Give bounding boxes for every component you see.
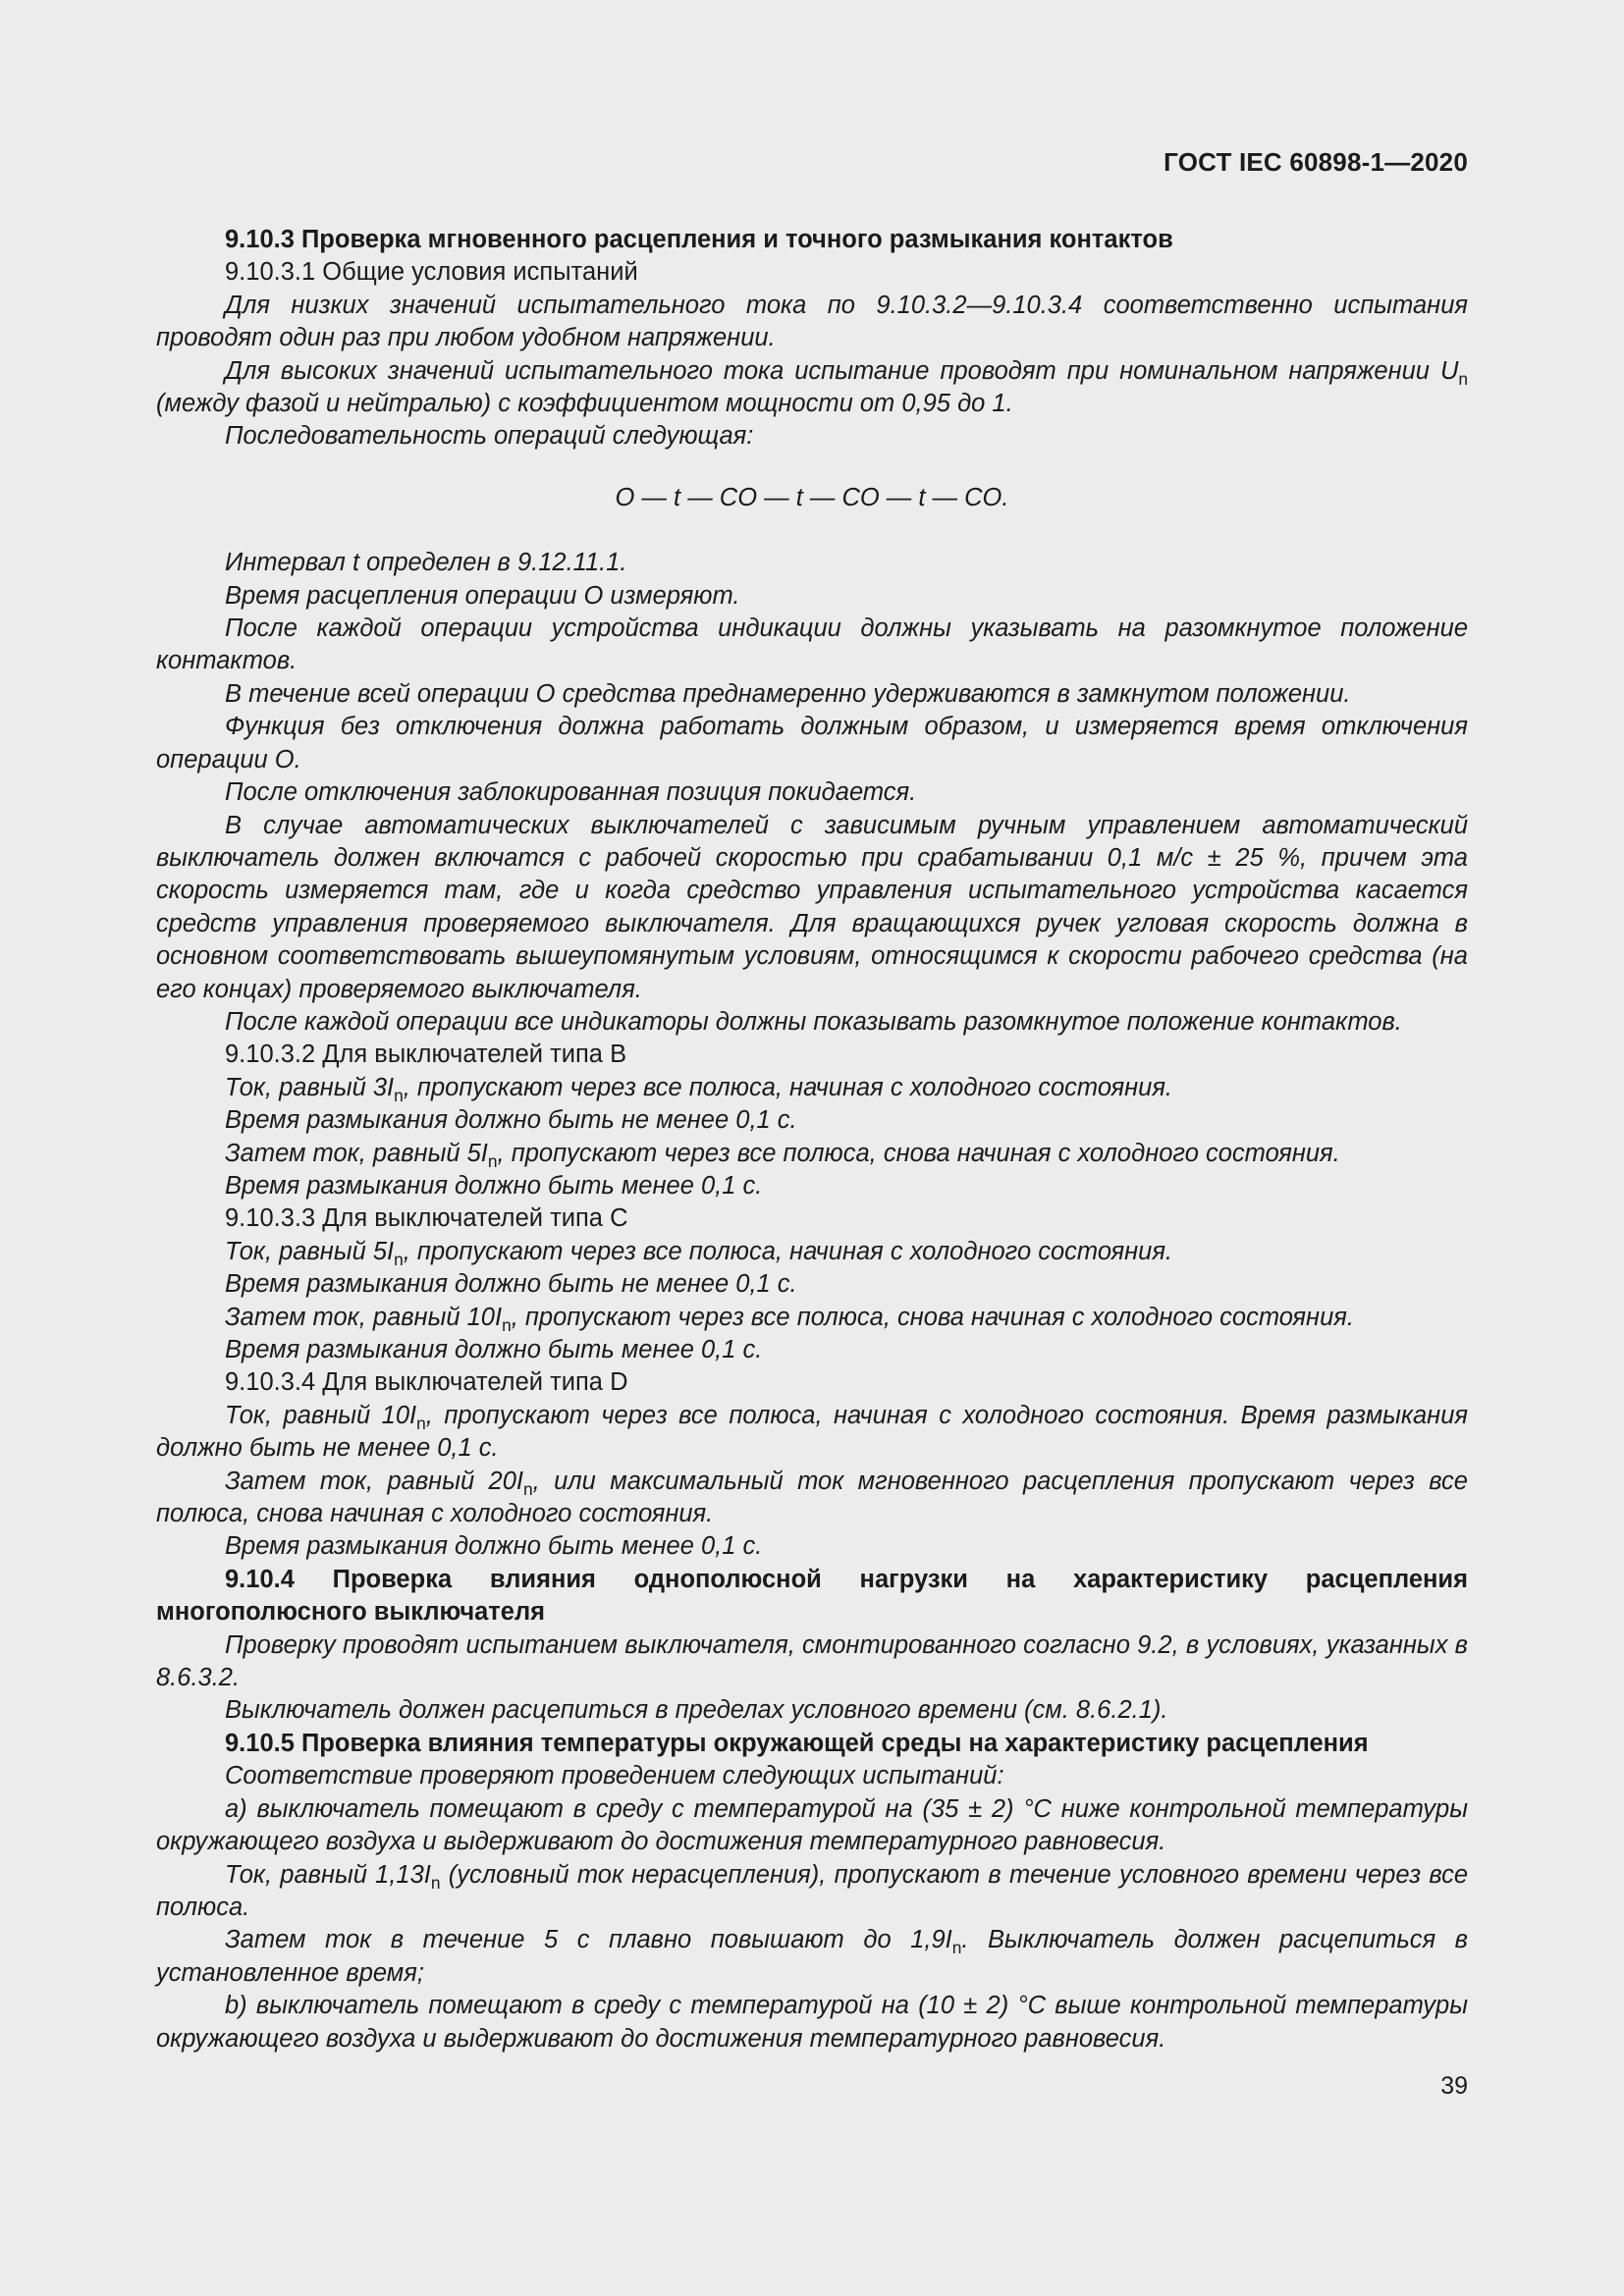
paragraph: Затем ток в течение 5 с плавно повышают до $1,9I_n$. Выключатель должен расцепиться в установленное время; <box>156 1926 1468 1987</box>
paragraph: Время размыкания должно быть менее 0,1 с. <box>225 1532 763 1561</box>
paragraph: В течение всей операции O средства преднамеренно удерживаются в замкнутом положении. <box>225 679 1351 708</box>
paragraph: После каждой операции устройства индикации должны указывать на разомкнутое положение контактов. <box>156 614 1468 675</box>
subsection-heading-9-10-3-3: 9.10.3.3 Для выключателей типа C <box>225 1204 628 1233</box>
paragraph: Проверку проводят испытанием выключателя, смонтированного согласно 9.2, в условиях, указанных в 8.6.3.2. <box>156 1630 1468 1692</box>
page-content <box>156 224 1468 2056</box>
paragraph: Время размыкания должно быть менее 0,1 с. <box>225 1171 763 1200</box>
paragraph: b) выключатель помещают в среду с температурой на (10 ± 2) °C выше контрольной температуры окружающего воздуха и выдерживают до достижения температурного равновесия. <box>156 1992 1468 2053</box>
page-number: 39 <box>1440 2072 1468 2100</box>
subsection-heading-9-10-3-2: 9.10.3.2 Для выключателей типа B <box>225 1041 627 1069</box>
paragraph: Время размыкания должно быть менее 0,1 с. <box>225 1336 763 1363</box>
paragraph: Для высоких значений испытательного тока испытание проводят при номинальном напряжении $U_n$ (между фазой и нейтралью) с коэффициентом мощности от 0,95 до 1. <box>156 356 1468 418</box>
paragraph: Выключатель должен расцепиться в пределах условного времени (см. 8.6.2.1). <box>225 1696 1168 1725</box>
paragraph: Функция без отключения должна работать должным образом, и измеряется время отключения операции O. <box>156 713 1468 774</box>
paragraph: После каждой операции все индикаторы должны показывать разомкнутое положение контактов. <box>225 1007 1402 1036</box>
paragraph: Время размыкания должно быть не менее 0,1 с. <box>225 1106 797 1135</box>
paragraph: Затем ток, равный $20I_n$, или максимальный ток мгновенного расцепления пропускают через все полюса, снова начиная с холодного состояния. <box>156 1467 1468 1528</box>
standard-header: ГОСТ IEC 60898-1—2020 <box>1164 147 1468 177</box>
paragraph: Ток, равный $5I_n$, пропускают через все полюса, начиная с холодного состояния. <box>225 1237 1173 1269</box>
paragraph: Время размыкания должно быть не менее 0,1 с. <box>225 1270 797 1299</box>
paragraph: Интервал t определен в 9.12.11.1. <box>225 549 627 577</box>
section-heading-9-10-4: 9.10.4 Проверка влияния однополюсной нагрузки на характеристику расцепления многополюсного выключателя <box>156 1565 1468 1627</box>
paragraph: После отключения заблокированная позиция покидается. <box>225 778 917 807</box>
paragraph: Затем ток, равный $5I_n$, пропускают через все полюса, снова начиная с холодного состояния. <box>225 1139 1340 1171</box>
paragraph: Затем ток, равный $10I_n$, пропускают через все полюса, снова начиная с холодного состояния. <box>225 1303 1354 1335</box>
paragraph: Соответствие проверяют проведением следующих испытаний: <box>225 1762 1004 1790</box>
paragraph: В случае автоматических выключателей с зависимым ручным управлением автоматический выключатель должен включатся с рабочей скоростью при срабатывании 0,1 м/с ± 25 %, причем эта скорость измеряется там, где и когда средство управления испытательного устройства касается средств управления проверяемого выключателя. Для вращающихся ручек угловая скорость должна в основном соответствовать вышеупомянутым условиям, относящимся к скорости рабочего средства (на его концах) проверяемого выключателя. <box>156 811 1468 1003</box>
subsection-heading-9-10-3-1: 9.10.3.1 Общие условия испытаний <box>225 258 638 287</box>
section-heading-9-10-3: 9.10.3 Проверка мгновенного расцепления и точного размыкания контактов <box>225 226 1173 253</box>
paragraph: Последовательность операций следующая: <box>225 422 754 451</box>
paragraph: Ток, равный $3I_n$, пропускают через все полюса, начиная с холодного состояния. <box>225 1073 1173 1105</box>
operation-sequence-formula: O — t — CO — t — CO — t — CO. <box>615 483 1009 511</box>
paragraph: Для низких значений испытательного тока по 9.10.3.2—9.10.3.4 соответственно испытания проводят один раз при любом удобном напряжении. <box>156 291 1468 352</box>
paragraph: Время расцепления операции O измеряют. <box>225 581 740 610</box>
section-heading-9-10-5: 9.10.5 Проверка влияния температуры окружающей среды на характеристику расцепления <box>225 1729 1369 1757</box>
paragraph: Ток, равный $1,13I_n$ (условный ток нерасцепления), пропускают в течение условного времени через все полюса. <box>156 1860 1468 1921</box>
paragraph: Ток, равный $10I_n$, пропускают через все полюса, начиная с холодного состояния. Время размыкания должно быть не менее 0,1 с. <box>156 1401 1468 1463</box>
paragraph: a) выключатель помещают в среду с температурой на (35 ± 2) °C ниже контрольной температуры окружающего воздуха и выдерживают до достижения температурного равновесия. <box>156 1794 1468 1856</box>
subsection-heading-9-10-3-4: 9.10.3.4 Для выключателей типа D <box>225 1368 628 1397</box>
